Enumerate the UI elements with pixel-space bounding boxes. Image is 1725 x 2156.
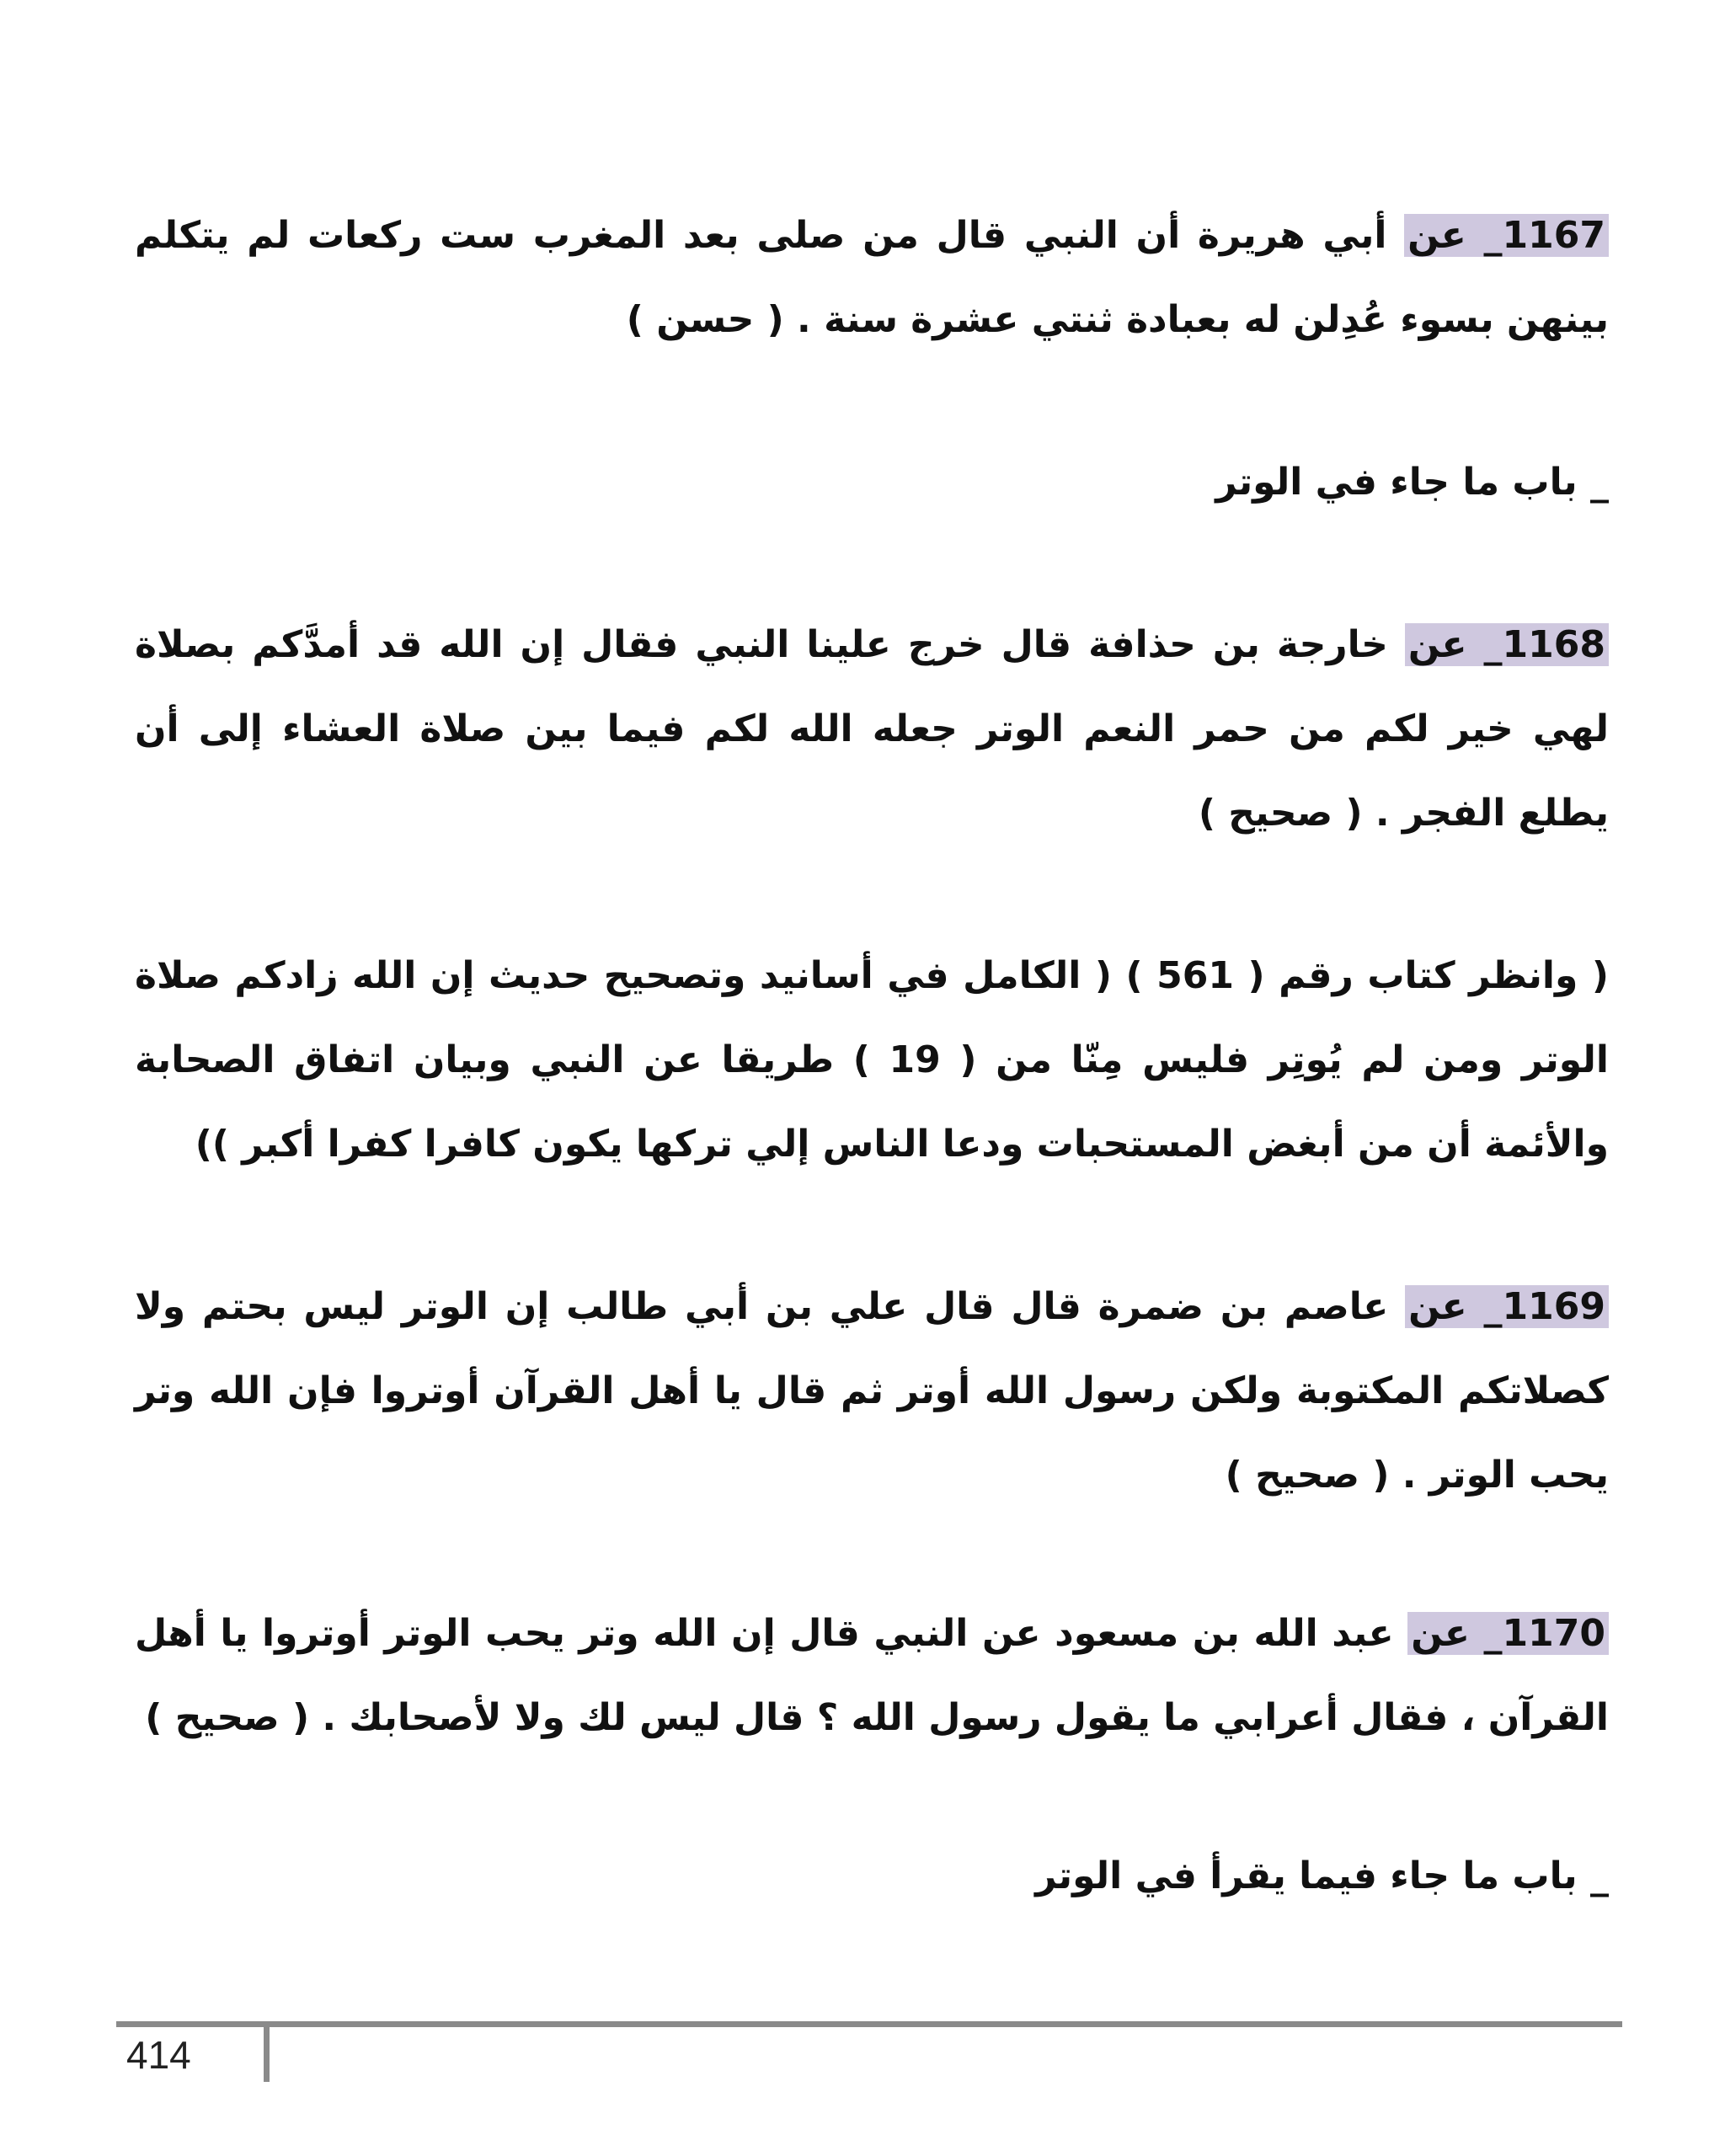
- hadith-lead-word: عن: [1408, 1285, 1467, 1328]
- chapter-heading-witr-reading: _ باب ما جاء فيما يقرأ في الوتر: [1035, 1854, 1609, 1897]
- hadith-lead-word: عن: [1407, 623, 1467, 666]
- hadith-number-highlight: [1405, 1285, 1609, 1328]
- footer-divider-tick: [264, 2025, 270, 2082]
- hadith-lead-word: عن: [1407, 214, 1466, 257]
- hadith-lead-word: عن: [1411, 1612, 1470, 1655]
- hadith-1168: [135, 603, 1609, 856]
- hadith-1169: [135, 1265, 1609, 1518]
- hadith-1167: [135, 194, 1609, 362]
- hadith-number-highlight: [1404, 214, 1609, 257]
- hadith-number: 1170_: [1483, 1612, 1605, 1655]
- hadith-number-highlight: [1407, 1612, 1609, 1655]
- chapter-heading-witr: _ باب ما جاء في الوتر: [1215, 461, 1609, 504]
- hadith-number-highlight: [1405, 623, 1609, 666]
- hadith-number: 1168_: [1483, 623, 1605, 666]
- hadith-text: عاصم بن ضمرة قال قال علي بن أبي طالب إن الوتر ليس بحتم ولا كصلاتكم المكتوبة ولكن رسول الله أوتر ثم قال يا أهل القرآن أوتروا فإن الله وتر يحب الوتر . ( صحيح ): [135, 1285, 1609, 1497]
- hadith-text: أبي هريرة أن النبي قال من صلى بعد المغرب ست ركعات لم يتكلم بينهن بسوء عُدِلن له بعبادة ثنتي عشرة سنة . ( حسن ): [135, 214, 1609, 341]
- page-content: [135, 194, 1609, 1919]
- hadith-text: خارجة بن حذافة قال خرج علينا النبي فقال إن الله قد أمدَّكم بصلاة لهي خير لكم من حمر النعم الوتر جعله الله لكم فيما بين صلاة العشاء إلى أن يطلع الفجر . ( صحيح ): [135, 623, 1609, 835]
- footer-rule: [116, 2021, 1622, 2027]
- hadith-1170: [135, 1592, 1609, 1760]
- hadith-number: 1169_: [1483, 1285, 1605, 1328]
- hadith-text: عبد الله بن مسعود عن النبي قال إن الله وتر يحب الوتر أوتروا يا أهل القرآن ، فقال أعرابي ما يقول رسول الله ؟ قال ليس لك ولا لأصحابك . ( صحيح ): [135, 1612, 1609, 1739]
- reference-note: ( وانظر كتاب رقم ( 561 ) ( الكامل في أسانيد وتصحيح حديث إن الله زادكم صلاة الوتر ومن لم يُوتِر فليس مِنّا من ( 19 ) طريقا عن النبي وبيان اتفاق الصحابة والأئمة أن من أبغض المستحبات ودعا الناس إلي تركها يكون كافرا كفرا أكبر )): [135, 954, 1609, 1166]
- hadith-number: 1167_: [1483, 214, 1605, 257]
- page-number: 414: [126, 2033, 191, 2077]
